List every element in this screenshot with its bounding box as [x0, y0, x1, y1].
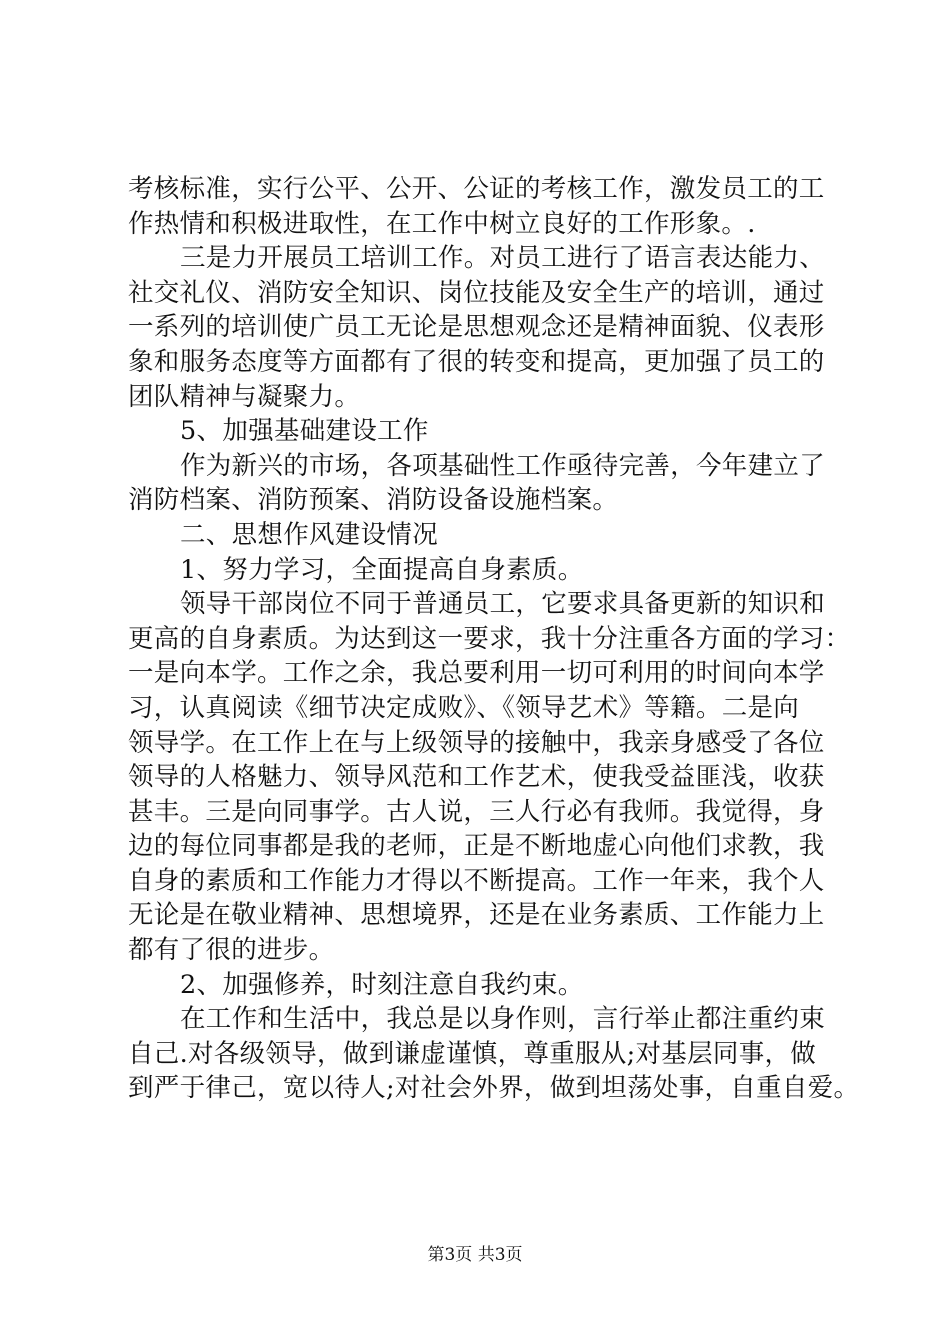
text-line: 自己.对各级领导，做到谦虚谨慎，尊重服从;对基层同事，做: [128, 1038, 817, 1069]
text-line: 象和服务态度等方面都有了很的转变和提高，更加强了员工的: [128, 346, 825, 377]
text-line: 消防档案、消防预案、消防设备设施档案。: [128, 485, 619, 516]
section-heading: 1、努力学习，全面提高自身素质。: [180, 554, 584, 585]
text-line: 领导学。在工作上在与上级领导的接触中，我亲身感受了各位: [128, 727, 825, 758]
text-line: 团队精神与凝聚力。: [128, 381, 361, 412]
section-heading: 2、加强修养，时刻注意自我约束。: [180, 969, 584, 1000]
text-line: 一是向本学。工作之余，我总要利用一切可利用的时间向本学: [128, 658, 825, 689]
text-line: 更高的自身素质。为达到这一要求，我十分注重各方面的学习：: [128, 623, 851, 654]
paragraph-start: 三是力开展员工培训工作。对员工进行了语言表达能力、: [180, 243, 826, 274]
text-line: 甚丰。三是向同事学。古人说，三人行必有我师。我觉得，身: [128, 796, 825, 827]
text-line: 无论是在敬业精神、思想境界，还是在业务素质、工作能力上: [128, 900, 825, 931]
document-body: [128, 172, 860, 1106]
section-heading: 二、思想作风建设情况: [180, 519, 439, 550]
text-line: 一系列的培训使广员工无论是思想观念还是精神面貌、仪表形: [128, 312, 825, 343]
text-line: 习，认真阅读《细节决定成败》、《领导艺术》等籍。二是向: [128, 692, 800, 723]
text-line: 自身的素质和工作能力才得以不断提高。工作一年来，我个人: [128, 865, 825, 896]
text-line: 都有了很的进步。: [128, 935, 335, 966]
paragraph-start: 在工作和生活中，我总是以身作则，言行举止都注重约束: [180, 1004, 826, 1035]
text-line: 到严于律己，宽以待人;对社会外界，做到坦荡处事，自重自爱。: [128, 1073, 860, 1104]
text-line: 领导的人格魅力、领导风范和工作艺术，使我受益匪浅，收获: [128, 762, 825, 793]
text-line: 作热情和积极进取性，在工作中树立良好的工作形象。.: [128, 208, 756, 239]
text-line: 社交礼仪、消防安全知识、岗位技能及安全生产的培训，通过: [128, 277, 825, 308]
text-line: 考核标准，实行公平、公开、公证的考核工作，激发员工的工: [128, 174, 825, 204]
paragraph-start: 领导干部岗位不同于普通员工，它要求具备更新的知识和: [180, 589, 826, 620]
page-number-footer: 第3页 共3页: [427, 1245, 523, 1265]
section-heading: 5、加强基础建设工作: [180, 416, 429, 447]
text-line: 边的每位同事都是我的老师，正是不断地虚心向他们求教，我: [128, 831, 825, 862]
paragraph-start: 作为新兴的市场，各项基础性工作亟待完善，今年建立了: [180, 450, 826, 481]
